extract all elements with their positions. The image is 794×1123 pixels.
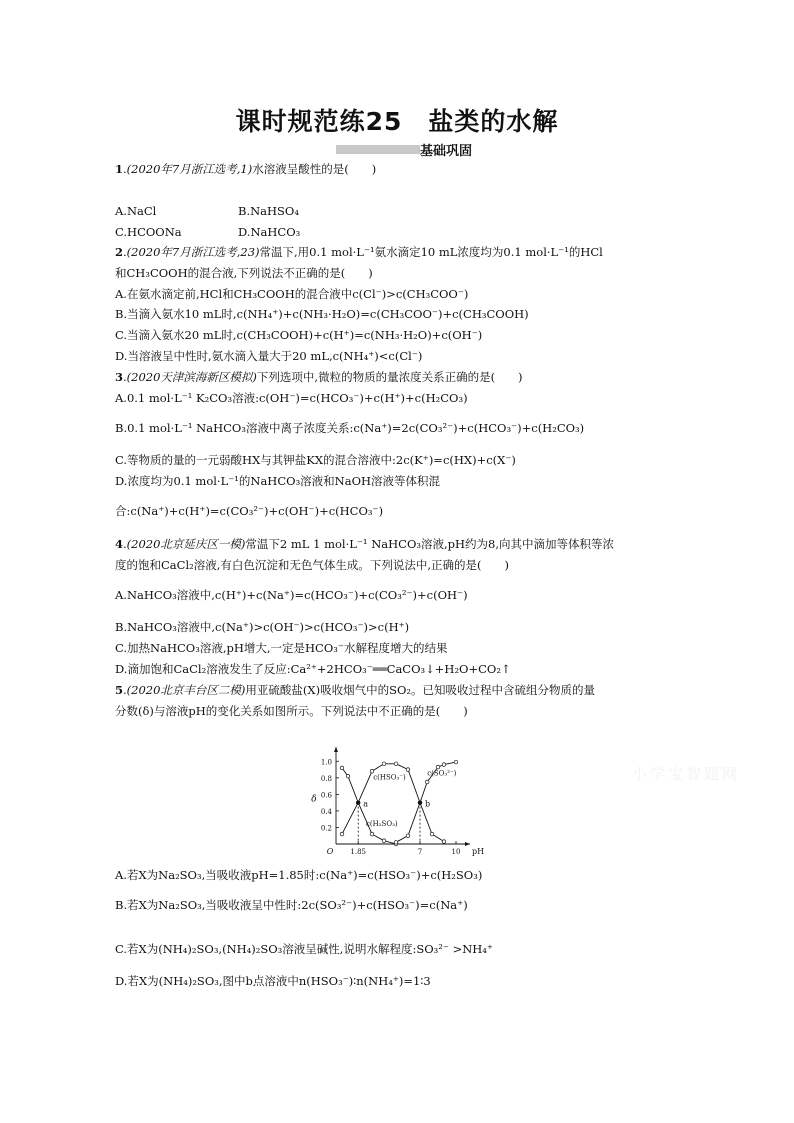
question-1: 1.(2020年7月浙江选考,1)水溶液呈酸性的是( )	[115, 162, 377, 176]
marked-point	[418, 801, 422, 805]
question-5-option-d: D.若X为(NH₄)₂SO₃,图中b点溶液中n(HSO₃⁻)∶n(NH₄⁺)=1∶3	[115, 974, 431, 988]
y-axis-label: δ	[311, 794, 317, 805]
question-4-option-b: B.NaHCO₃溶液中,c(Na⁺)>c(OH⁻)>c(HCO₃⁻)>c(H⁺)	[115, 620, 410, 634]
x-tick-label: 7	[417, 848, 423, 856]
series-label: c(SO₃²⁻)	[427, 769, 457, 778]
data-point	[382, 839, 386, 843]
y-tick-label: 0.8	[320, 774, 332, 783]
data-point	[436, 765, 440, 769]
data-point	[442, 763, 446, 767]
question-5-option-c: C.若X为(NH₄)₂SO₃,(NH₄)₂SO₃溶液呈碱性,说明水解程度:SO₃²⁻ >NH₄⁺	[115, 942, 493, 956]
data-point	[382, 762, 386, 766]
series-label: c(H₂SO₃)	[366, 819, 398, 828]
marked-point	[356, 801, 360, 805]
page-title: 课时规范练25 盐类的水解	[235, 107, 559, 136]
question-2-option-c: C.当滴入氨水20 mL时,c(CH₃COOH)+c(H⁺)=c(NH₃·H₂O)+c(OH⁻)	[115, 328, 483, 342]
species-distribution-chart	[296, 733, 496, 861]
question-5-option-a: A.若X为Na₂SO₃,当吸收液pH=1.85时:c(Na⁺)=c(HSO₃⁻)+c(H₂SO₃)	[115, 868, 483, 882]
data-point	[425, 780, 429, 784]
question-2: 2.(2020年7月浙江选考,23)常温下,用0.1 mol·L⁻¹氨水滴定10 mL浓度均为0.1 mol·L⁻¹的HCl	[115, 245, 603, 259]
data-point	[370, 832, 374, 836]
question-3-option-c: C.等物质的量的一元弱酸HX与其钾盐KX的混合溶液中:2c(K⁺)=c(HX)+c(X⁻)	[115, 453, 516, 467]
question-1-option-a: A.NaCl	[115, 204, 157, 218]
question-5-option-b: B.若X为Na₂SO₃,当吸收液呈中性时:2c(SO₃²⁻)+c(HSO₃⁻)=c(Na⁺)	[115, 898, 468, 912]
question-2-option-a: A.在氨水滴定前,HCl和CH₃COOH的混合液中c(Cl⁻)>c(CH₃COO⁻)	[115, 287, 469, 301]
y-tick-label: 1.0	[320, 758, 332, 767]
section-bar	[336, 145, 420, 154]
data-point	[346, 774, 350, 778]
data-point	[430, 832, 434, 836]
question-4: 4.(2020北京延庆区一模)常温下2 mL 1 mol·L⁻¹ NaHCO₃溶液,pH约为8,向其中滴加等体积等浓	[115, 537, 614, 551]
question-2-option-d: D.当溶液呈中性时,氨水滴入量大于20 mL,c(NH₄⁺)<c(Cl⁻)	[115, 349, 423, 363]
data-point	[454, 760, 458, 764]
data-point	[340, 832, 344, 836]
data-point	[442, 840, 446, 844]
question-3-option-a: A.0.1 mol·L⁻¹ K₂CO₃溶液:c(OH⁻)=c(HCO₃⁻)+c(H⁺)+c(H₂CO₃)	[115, 391, 468, 405]
question-3-option-d: D.浓度均为0.1 mol·L⁻¹的NaHCO₃溶液和NaOH溶液等体积混	[115, 474, 441, 488]
x-tick-label: 1.85	[350, 848, 366, 856]
data-point	[406, 834, 410, 838]
question-4-stem-cont: 度的饱和CaCl₂溶液,有白色沉淀和无色气体生成。下列说法中,正确的是( )	[115, 558, 510, 572]
x-axis-arrow	[465, 842, 470, 846]
question-3-option-b: B.0.1 mol·L⁻¹ NaHCO₃溶液中离子浓度关系:c(Na⁺)=2c(CO₃²⁻)+c(HCO₃⁻)+c(H₂CO₃)	[115, 421, 585, 435]
y-tick-label: 0.6	[320, 791, 332, 800]
data-point	[370, 769, 374, 773]
question-2-option-b: B.当滴入氨水10 mL时,c(NH₄⁺)+c(NH₃·H₂O)=c(CH₃COO⁻)+c(CH₃COOH)	[115, 307, 529, 321]
point-label: b	[425, 799, 431, 809]
data-point	[394, 841, 398, 845]
question-2-stem-cont: 和CH₃COOH的混合液,下列说法不正确的是( )	[115, 266, 373, 280]
watermark: 小学宝智题网	[632, 765, 741, 783]
data-point	[394, 762, 398, 766]
question-1-option-d: D.NaHCO₃	[238, 225, 301, 239]
x-tick-label: 10	[451, 848, 461, 856]
x-axis-label: pH	[472, 847, 485, 856]
question-1-option-b: B.NaHSO₄	[238, 204, 299, 218]
question-5-stem-cont: 分数(δ)与溶液pH的变化关系如图所示。下列说法中不正确的是( )	[115, 704, 468, 718]
question-3: 3.(2020天津滨海新区模拟)下列选项中,微粒的物质的量浓度关系正确的是( )	[115, 370, 523, 384]
question-1-option-c: C.HCOONa	[115, 225, 182, 239]
series-label: c(HSO₃⁻)	[373, 773, 406, 782]
section-heading: 基础巩固	[420, 144, 473, 159]
point-label: a	[363, 799, 368, 809]
y-tick-label: 0.2	[320, 824, 332, 833]
origin-label: O	[326, 847, 334, 856]
question-3-option-d-cont: 合:c(Na⁺)+c(H⁺)=c(CO₃²⁻)+c(OH⁻)+c(HCO₃⁻)	[115, 504, 384, 518]
question-4-option-c: C.加热NaHCO₃溶液,pH增大,一定是HCO₃⁻水解程度增大的结果	[115, 641, 448, 655]
question-4-option-a: A.NaHCO₃溶液中,c(H⁺)+c(Na⁺)=c(HCO₃⁻)+c(CO₃²⁻)+c(OH⁻)	[115, 588, 468, 602]
question-5: 5.(2020北京丰台区二模)用亚硫酸盐(X)吸收烟气中的SO₂。已知吸收过程中含硫组分物质的量	[115, 683, 595, 697]
data-point	[406, 768, 410, 772]
data-point	[340, 766, 344, 770]
question-4-option-d: D.滴加饱和CaCl₂溶液发生了反应:Ca²⁺+2HCO₃⁻══CaCO₃↓+H₂O+CO₂↑	[115, 662, 511, 676]
y-axis-arrow	[334, 747, 338, 752]
y-tick-label: 0.4	[320, 807, 332, 816]
